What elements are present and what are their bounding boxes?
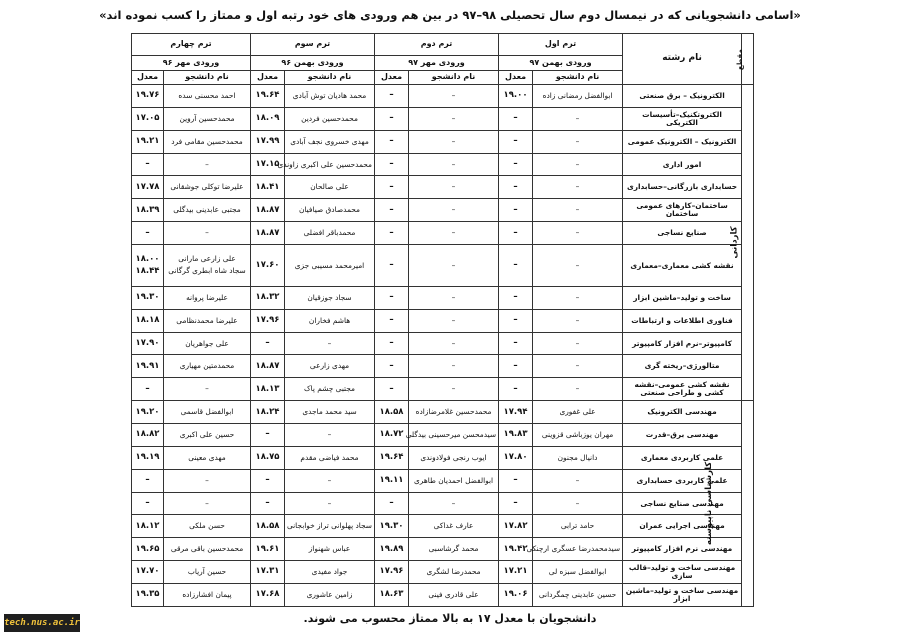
field-name-cell: امور اداری [623, 153, 742, 176]
student-name-cell: پیمان افشارزاده [164, 583, 251, 606]
average-cell: ۱۸.۴۱ [251, 176, 285, 199]
average-cell: ۱۹.۰۶ [499, 583, 533, 606]
average-cell: ۱۷.۰۵ [132, 107, 164, 130]
student-name-cell: – [533, 130, 623, 153]
average-cell: ۱۷.۹۶ [375, 561, 409, 584]
student-name-cell: حسین آریاب [164, 561, 251, 584]
average-value: ۱۸.۰۰ [135, 254, 160, 265]
average-cell: – [499, 199, 533, 222]
average-cell: – [132, 378, 164, 401]
student-name-cell: – [409, 286, 499, 309]
average-cell: – [499, 222, 533, 245]
student-name-cell: – [533, 176, 623, 199]
student-name-cell: – [533, 378, 623, 401]
table-row [132, 153, 754, 176]
header-term-1: ترم اول [499, 34, 623, 56]
average-cell: ۱۸.۶۳ [375, 583, 409, 606]
student-name-cell: زامین عاشوری [285, 583, 375, 606]
student-name-cell: علی قادری فینی [409, 583, 499, 606]
average-cell: – [375, 286, 409, 309]
student-name-cell: حسین عابدینی چمگردانی [533, 583, 623, 606]
average-cell: – [251, 423, 285, 446]
field-name-cell: نقشه کشی عمومی–نقشه کشی و طراحی صنعتی [623, 378, 742, 401]
student-name-cell: – [533, 492, 623, 515]
student-name-cell: سیدمحمدرضا عسگری ارچنکی [533, 538, 623, 561]
header-student: نام دانشجو [533, 71, 623, 85]
average-cell: – [499, 153, 533, 176]
header-term-4: ترم چهارم [132, 34, 251, 56]
header-grade: مقطع [742, 34, 754, 85]
student-name-cell: – [285, 492, 375, 515]
average-cell: ۱۸.۳۲ [251, 286, 285, 309]
student-name-cell: محمدحسین باقی مرقی [164, 538, 251, 561]
honors-table-wrapper [131, 33, 753, 607]
student-name-cell: علیرضا توکلی جوشقانی [164, 176, 251, 199]
field-name-cell: حسابداری بازرگانی–حسابداری [623, 176, 742, 199]
field-name-cell: الکترونیک – برق صنعتی [623, 85, 742, 108]
student-name-cell: محمدحسین آروین [164, 107, 251, 130]
average-cell: ۱۷.۱۵ [251, 153, 285, 176]
student-name-cell: محمد گرشاسبی [409, 538, 499, 561]
average-cell: ۱۹.۳۵ [132, 583, 164, 606]
header-entry-4: ورودی مهر ۹۶ [132, 56, 251, 71]
table-row [132, 332, 754, 355]
average-cell: ۱۷.۶۸ [251, 583, 285, 606]
field-name-cell: مهندسی نرم افزار کامپیوتر [623, 538, 742, 561]
footer-note: دانشجویان با معدل ۱۷ به بالا ممتاز محسوب می شوند. [303, 612, 597, 625]
average-cell: – [499, 355, 533, 378]
field-name-cell: فناوری اطلاعات و ارتباطات [623, 309, 742, 332]
field-name-cell: مهندسی صنایع نساجی [623, 492, 742, 515]
table-row [132, 538, 754, 561]
student-name-cell: علیرضا محمدنظامی [164, 309, 251, 332]
field-name-cell: الکتروتکنیک–تأسیسات الکتریکی [623, 107, 742, 130]
average-cell: – [251, 469, 285, 492]
field-name-cell: کامپیوتر–نرم افزار کامپیوتر [623, 332, 742, 355]
honors-table [131, 33, 754, 607]
average-cell: ۱۸.۱۲ [132, 515, 164, 538]
student-name-cell: – [164, 222, 251, 245]
header-avg: معدل [132, 71, 164, 85]
average-cell: – [375, 309, 409, 332]
table-row [132, 309, 754, 332]
student-name-cell: – [533, 244, 623, 286]
table-row [132, 199, 754, 222]
table-row [132, 176, 754, 199]
student-name-cell: محمدحسین غلامرضازاده [409, 401, 499, 424]
table-row [132, 85, 754, 108]
student-name-cell: محمدحسین فردین [285, 107, 375, 130]
student-name-cell: – [409, 492, 499, 515]
student-name-cell: – [533, 355, 623, 378]
header-student: نام دانشجو [285, 71, 375, 85]
average-cell: ۱۸.۳۹ [132, 199, 164, 222]
student-name-cell: علیرضا پروانه [164, 286, 251, 309]
average-cell: ۱۹.۶۴ [375, 446, 409, 469]
average-cell: – [132, 492, 164, 515]
average-cell: ۱۷.۹۹ [251, 130, 285, 153]
student-name-cell: – [285, 332, 375, 355]
average-cell: – [499, 286, 533, 309]
student-name-cell: – [409, 332, 499, 355]
student-name-cell: علی غفوری [533, 401, 623, 424]
student-name-cell: – [409, 244, 499, 286]
student-name-cell: سید محمد ماجدی [285, 401, 375, 424]
student-name-cell: ابوالفضل سبزه لی [533, 561, 623, 584]
average-cell: ۱۷.۹۰ [132, 332, 164, 355]
average-cell: – [375, 107, 409, 130]
average-cell: – [375, 492, 409, 515]
field-name-cell: الکترونیک – الکترونیک عمومی [623, 130, 742, 153]
average-cell: – [132, 222, 164, 245]
student-name-cell: – [409, 130, 499, 153]
average-cell: – [499, 176, 533, 199]
table-row [132, 469, 754, 492]
average-cell: – [132, 153, 164, 176]
field-name-cell: مهندسی ساخت و تولید–ماشین ابزار [623, 583, 742, 606]
student-name-cell: – [533, 107, 623, 130]
average-cell: – [375, 153, 409, 176]
average-cell: ۱۹.۲۱ [132, 130, 164, 153]
average-cell: ۱۸.۵۸ [375, 401, 409, 424]
average-cell: ۱۹.۶۴ [251, 85, 285, 108]
student-name-cell: – [533, 286, 623, 309]
table-row [132, 583, 754, 606]
table-row [132, 244, 754, 286]
header-student: نام دانشجو [164, 71, 251, 85]
average-cell: ۱۹.۸۳ [499, 423, 533, 446]
header-avg: معدل [251, 71, 285, 85]
student-name-cell: مهدی خسروی نجف آبادی [285, 130, 375, 153]
header-term-2: ترم دوم [375, 34, 499, 56]
average-cell: ۱۹.۹۱ [132, 355, 164, 378]
average-cell: – [375, 85, 409, 108]
table-row [132, 515, 754, 538]
grade-group-label: کاردانی [729, 226, 740, 259]
average-cell [132, 244, 164, 286]
field-name-cell: مهندسی اجرایی عمران [623, 515, 742, 538]
student-name-cell: محمد فیاضی مقدم [285, 446, 375, 469]
table-row [132, 492, 754, 515]
average-cell: ۱۸.۷۲ [375, 423, 409, 446]
average-cell: – [375, 199, 409, 222]
average-cell: – [251, 492, 285, 515]
table-row [132, 378, 754, 401]
field-name-cell: متالورژی–ریخته گری [623, 355, 742, 378]
average-cell: ۱۹.۱۱ [375, 469, 409, 492]
average-cell: – [375, 244, 409, 286]
average-cell: ۱۷.۹۶ [251, 309, 285, 332]
field-name-cell: ساخت و تولید–ماشین ابزار [623, 286, 742, 309]
student-name-cell: مهدی زارعی [285, 355, 375, 378]
header-entry-3: ورودی بهمن ۹۶ [251, 56, 375, 71]
student-name-cell: امیرمحمد مسیبی جزی [285, 244, 375, 286]
student-name-cell: محمدباقر افضلی [285, 222, 375, 245]
average-cell: – [499, 244, 533, 286]
average-cell: ۱۷.۸۰ [499, 446, 533, 469]
student-name-cell: مهران یوزباشی قزوینی [533, 423, 623, 446]
student-name-cell: سجاد پهلوانی تراز خوابجانی [285, 515, 375, 538]
student-name-cell: – [533, 153, 623, 176]
student-name-cell: – [409, 176, 499, 199]
student-name-cell: محمدحسین علی اکبری زاوندی [285, 153, 375, 176]
table-body [132, 85, 754, 607]
student-name-cell: عارف غداکی [409, 515, 499, 538]
student-name-cell: – [533, 199, 623, 222]
average-cell: – [375, 130, 409, 153]
student-name: علی زارعی مارانی [178, 254, 236, 264]
average-cell: ۱۷.۷۰ [132, 561, 164, 584]
table-row [132, 561, 754, 584]
grade-group-cell [703, 401, 754, 607]
average-cell: – [499, 469, 533, 492]
student-name-cell: – [533, 332, 623, 355]
header-entry-1: ورودی بهمن ۹۷ [499, 56, 623, 71]
average-cell: – [499, 332, 533, 355]
average-cell: – [499, 492, 533, 515]
average-cell: ۱۷.۶۰ [251, 244, 285, 286]
average-cell: ۱۹.۳۰ [375, 515, 409, 538]
average-cell: ۱۷.۸۲ [499, 515, 533, 538]
field-name-cell: علمی کاربردی حسابداری [623, 469, 742, 492]
student-name-cell: سیدمحسن میرحسینی بیدگلی [409, 423, 499, 446]
average-cell: ۱۹.۶۵ [132, 538, 164, 561]
average-cell: ۱۷.۲۱ [499, 561, 533, 584]
student-name-cell: ابوالفضل احمدیان طاهری [409, 469, 499, 492]
field-name-cell: نقشه کشی معماری–معماری [623, 244, 742, 286]
student-name-cell: – [285, 469, 375, 492]
field-name-cell: مهندسی ساخت و تولید–قالب سازی [623, 561, 742, 584]
header-avg: معدل [375, 71, 409, 85]
table-row [132, 446, 754, 469]
average-cell: ۱۷.۳۱ [251, 561, 285, 584]
header-entry-2: ورودی مهر ۹۷ [375, 56, 499, 71]
average-cell: ۱۸.۸۷ [251, 355, 285, 378]
average-value: ۱۸.۴۴ [135, 266, 160, 277]
average-cell: ۱۷.۹۴ [499, 401, 533, 424]
student-name-cell: – [409, 222, 499, 245]
average-cell: ۱۸.۲۴ [251, 401, 285, 424]
average-cell: ۱۹.۶۱ [251, 538, 285, 561]
student-name-cell: حسن ملکی [164, 515, 251, 538]
student-name-cell: علی جواهریان [164, 332, 251, 355]
table-row [132, 286, 754, 309]
average-cell: ۱۸.۸۷ [251, 222, 285, 245]
table-row [132, 107, 754, 130]
header-field: نام رشته [623, 34, 742, 85]
average-cell: ۱۸.۱۸ [132, 309, 164, 332]
table-row [132, 130, 754, 153]
student-name-cell: – [409, 378, 499, 401]
student-name-cell: دانیال مجنون [533, 446, 623, 469]
header-term-3: ترم سوم [251, 34, 375, 56]
field-name-cell: ساختمان–کارهای عمومی ساختمان [623, 199, 742, 222]
student-name-cell: عباس شهنواز [285, 538, 375, 561]
average-cell: – [375, 176, 409, 199]
table-row [132, 423, 754, 446]
average-cell: – [375, 332, 409, 355]
student-name-cell: محمد هادیان توش آبادی [285, 85, 375, 108]
page-title: «اسامی دانشجویانی که در نیمسال دوم سال تحصیلی ۹۸–۹۷ در بین هم ورودی های خود رتبه اول و ممتاز را کسب نموده اند» [99, 8, 801, 22]
student-name-cell: مجتبی عابدینی بیدگلی [164, 199, 251, 222]
student-name-cell: احمد محسنی سده [164, 85, 251, 108]
student-name-cell: – [164, 153, 251, 176]
student-name-cell: – [409, 85, 499, 108]
student-name-cell: – [409, 199, 499, 222]
student-name-cell: محمدحسین مقامی فرد [164, 130, 251, 153]
student-name: سجاد شاه ابطری گرگانی [168, 266, 246, 276]
field-name-cell: علمی کاربردی معماری [623, 446, 742, 469]
table-row [132, 355, 754, 378]
field-name-cell: مهندسی الکترونیک [623, 401, 742, 424]
average-cell: – [132, 469, 164, 492]
average-cell: – [499, 130, 533, 153]
average-cell: ۱۹.۷۶ [132, 85, 164, 108]
student-name-cell: – [409, 309, 499, 332]
average-cell: ۱۸.۸۲ [132, 423, 164, 446]
average-cell: ۱۸.۰۹ [251, 107, 285, 130]
student-name-cell: – [409, 153, 499, 176]
student-name-cell: – [409, 107, 499, 130]
average-cell: – [375, 378, 409, 401]
student-name-cell: – [164, 378, 251, 401]
student-name-cell: محمدرضا لشگری [409, 561, 499, 584]
student-name-cell: – [164, 492, 251, 515]
header-avg: معدل [499, 71, 533, 85]
average-cell: – [499, 309, 533, 332]
student-name-cell: حسین علی اکبری [164, 423, 251, 446]
table-row [132, 222, 754, 245]
field-name-cell: صنایع نساجی [623, 222, 742, 245]
student-name-cell: علی صالحان [285, 176, 375, 199]
student-name-cell [164, 244, 251, 286]
average-cell: ۱۷.۷۸ [132, 176, 164, 199]
student-name-cell: – [533, 469, 623, 492]
average-cell: ۱۹.۳۰ [132, 286, 164, 309]
student-name-cell: محمدمتین مهیاری [164, 355, 251, 378]
student-name-cell: – [164, 469, 251, 492]
student-name-cell: سجاد جوزقیان [285, 286, 375, 309]
student-name-cell: – [409, 355, 499, 378]
header-student: نام دانشجو [409, 71, 499, 85]
average-cell: ۱۸.۸۷ [251, 199, 285, 222]
average-cell: ۱۹.۸۹ [375, 538, 409, 561]
site-watermark-logo: tech.nus.ac.ir [4, 614, 80, 632]
average-cell: ۱۹.۰۰ [499, 85, 533, 108]
average-cell: – [375, 355, 409, 378]
student-name-cell: مجتبی چشم پاک [285, 378, 375, 401]
average-cell: – [499, 378, 533, 401]
grade-group-cell [729, 85, 754, 401]
average-cell: – [375, 222, 409, 245]
student-name-cell: جواد مفیدی [285, 561, 375, 584]
average-cell: – [499, 107, 533, 130]
average-cell: ۱۸.۷۵ [251, 446, 285, 469]
student-name-cell: مهدی معینی [164, 446, 251, 469]
student-name-cell: ابوالفضل قاسمی [164, 401, 251, 424]
average-cell: ۱۸.۵۸ [251, 515, 285, 538]
student-name-cell: هاشم فخاران [285, 309, 375, 332]
average-cell: ۱۸.۱۳ [251, 378, 285, 401]
student-name-cell: – [533, 222, 623, 245]
grade-group-label: کارشناسی ناپیوسته [703, 461, 714, 546]
average-cell: – [251, 332, 285, 355]
student-name-cell: – [285, 423, 375, 446]
student-name-cell: ابوالفضل رمضانی زاده [533, 85, 623, 108]
student-name-cell: محمدصادق صیافیان [285, 199, 375, 222]
field-name-cell: مهندسی برق–قدرت [623, 423, 742, 446]
student-name-cell: ایوب رنجی فولادوندی [409, 446, 499, 469]
average-cell: ۱۹.۴۲ [499, 538, 533, 561]
table-row [132, 401, 754, 424]
average-cell: ۱۹.۲۰ [132, 401, 164, 424]
average-cell: ۱۹.۱۹ [132, 446, 164, 469]
student-name-cell: حامد ترابی [533, 515, 623, 538]
student-name-cell: – [533, 309, 623, 332]
